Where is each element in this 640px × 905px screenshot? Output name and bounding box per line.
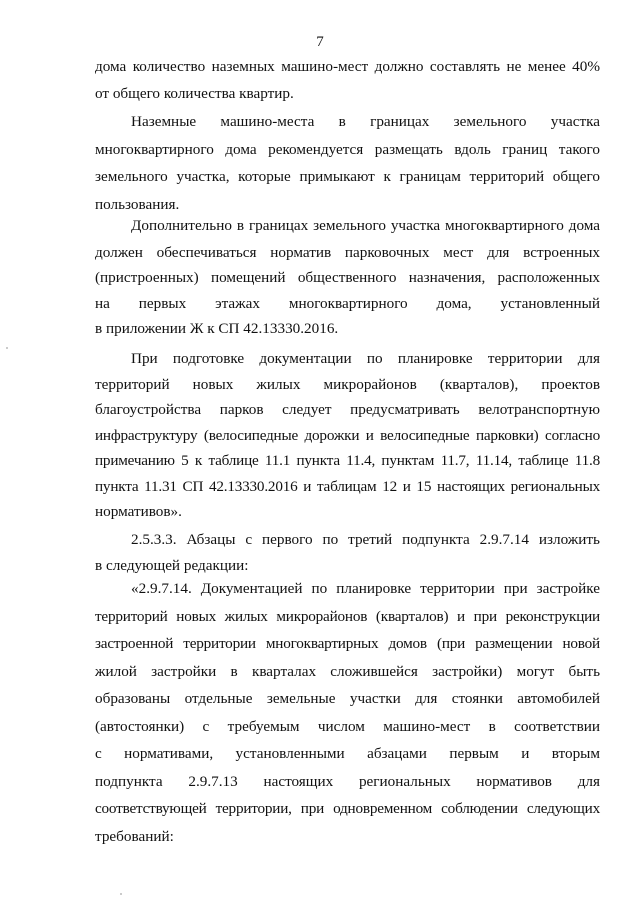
text-line: образованы отдельные земельные участки для стоянки автомобилей [95, 690, 600, 707]
text-line: (автостоянки) с требуемым числом машино-мест в соответствии [95, 718, 600, 735]
page-number: 7 [316, 34, 324, 50]
text-line: нормативов». [95, 503, 182, 520]
text-line: пользования. [95, 196, 180, 213]
text-line: земельного участка, которые примыкают к границам территорий общего [95, 168, 600, 185]
text-line: примечанию 5 к таблице 11.1 пункта 11.4, пунктам 11.7, 11.14, таблице 11.8 [95, 452, 600, 469]
text-line: благоустройства парков следует предусматривать велотранспортную [95, 401, 600, 418]
text-line: При подготовке документации по планировке территории для [131, 350, 600, 367]
text-line: с нормативами, установленными абзацами первым и вторым [95, 745, 600, 762]
text-line: застроенной территории многоквартирных домов (при размещении новой [95, 635, 600, 652]
text-line: в приложении Ж к СП 42.13330.2016. [95, 320, 339, 337]
text-line: Наземные машино-места в границах земельного участка [131, 113, 600, 130]
text-line: многоквартирного дома рекомендуется размещать вдоль границ такого [95, 141, 600, 158]
text-line: 2.5.3.3. Абзацы с первого по третий подпункта 2.9.7.14 изложить [131, 531, 600, 548]
text-line: соответствующей территории, при одновременном соблюдении следующих [95, 800, 600, 817]
text-line: жилой застройки в кварталах сложившейся застройки) могут быть [95, 663, 600, 680]
text-line: подпункта 2.9.7.13 настоящих региональных нормативов для [95, 773, 600, 790]
text-line: требований: [95, 828, 174, 845]
text-line: должен обеспечиваться норматив парковочных мест для встроенных [95, 244, 600, 261]
text-line: территорий новых жилых микрорайонов (кварталов) и при реконструкции [95, 608, 600, 625]
text-line: пункта 11.31 СП 42.13330.2016 и таблицам 12 и 15 настоящих региональных [95, 478, 600, 495]
text-line: территорий новых жилых микрорайонов (кварталов), проектов [95, 376, 600, 393]
text-line: Дополнительно в границах земельного участка многоквартирного дома [131, 217, 600, 234]
text-line: (пристроенных) помещений общественного назначения, расположенных [95, 269, 600, 286]
text-line: дома количество наземных машино-мест должно составлять не менее 40% [95, 58, 600, 75]
text-line: инфраструктуру (велосипедные дорожки и велосипедные парковки) согласно [95, 427, 600, 444]
text-line: «2.9.7.14. Документацией по планировке территории при застройке [131, 580, 600, 597]
text-line: от общего количества квартир. [95, 85, 294, 102]
scan-speck [120, 893, 122, 895]
text-line: на первых этажах многоквартирного дома, установленный [95, 295, 600, 312]
text-line: в следующей редакции: [95, 557, 249, 574]
scan-speck [6, 347, 8, 349]
